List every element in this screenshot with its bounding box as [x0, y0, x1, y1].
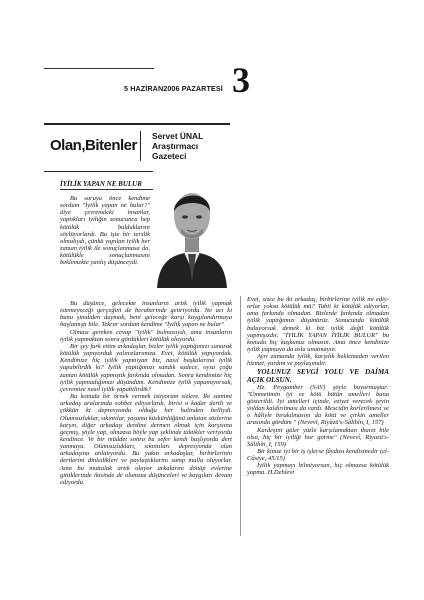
banner-divider — [140, 131, 141, 161]
page-header — [44, 60, 380, 100]
lead-paragraph: Bu soruyu önce kendime sordum "İyilik yapan ne bulur?" diye çevremdeki insanlar, yaptıkları iyiliğin sonucunca hep kötülük bulduklarını söylüyorlardı. Bu işte bir terslik olmalıydı, çünkü yapılan iyilik her zaman iyilik ile sonuçlanmasa da, kötülükle sonuçlanmasını beklemekte yanlış düşünceydi. — [60, 195, 150, 267]
article-lead — [60, 195, 150, 267]
header-rule — [44, 68, 154, 69]
body-paragraph: Bir kimse iyi bir iş işlerse fâydası kendisinedir (el-Câsiye, 45/15) — [247, 447, 389, 463]
body-paragraph: İyilik yapmayı bilmiyorsan, hiç olmazsa kötülük yapma. H.Dehlevi — [247, 462, 389, 477]
page-number: 3 — [232, 60, 250, 100]
article-body-left — [60, 300, 232, 486]
column-banner — [44, 123, 230, 172]
column-divider — [240, 296, 241, 536]
body-paragraph: Hz. Peygamber (SAV) şöyle buyurmuştur: "Ümmetimin iyi ve kötü bütün amelleri bana gösterildi. İyi amelleri içinde, eziyet verecek şeyin yoldan kaldırılması da vardı. Mescidin korlerilmesi ve o hâliyle bırakılmasını da kötü ve çirkin ameller arasında gördüm " (Nevevî, Riyâzü's-Sâlihîn, I, 157) — [247, 383, 389, 427]
article-subheading: YOLUNUZ SEVGİ YOLU VE DAİMA AÇIK OLSUN. — [247, 367, 389, 384]
author-title: Araştırmacı Gazeteci — [152, 141, 199, 161]
body-paragraph: Evet, sizce bu iki arkadaş, birbirlerine iyilik mi ediyorlar yoksa kötülük mü? Tabii ki kötülük ediyorlar, ama farkında olmadan. Bizlerde farkında olmadan iyilik yaptığımızı düşünürüz. Sonucunda kötülük buluyorsak demek ki biz iyilik değil kötülük yapmışızdır. "İYİLİK YAPAN İYİLİK BULUR" bu konuda hiç kuşkunuz olmasın. Ama önce kendinize iyilik yapmaya da asla unutmayın. — [247, 296, 389, 354]
body-paragraph: Ayrı zamanda iyilik, karşılık beklemeden verilen hizmet, yardım ve paylaşımdır. — [247, 353, 389, 368]
body-paragraph: Bir şey fark ettim arkadaşlar, bizler iyilik yaptığımızı sanarak kötülük yapıyorduk yalınızlarımıza. Evet, kötülük yapıyorduk. Kendimize hiç iyilik yapmıyan biz, nasıl başkalarına iyilik yapabilirdik ki? İyilik yaptığımızı sandık sadece, oysa çoğu zaman kötülük yapmıştık farkında olmadan. Sonra kendimize hiç iyilik yapmadığımızı düşündüm. Kendimize iyilik yapamıyorsak, çevremize nasıl iyilik yapabilirdik? — [60, 342, 232, 393]
author-photo — [153, 170, 231, 288]
column-name: Olan,Bitenler — [50, 137, 137, 154]
body-paragraph: Bu konuda bir örnek vermek istiyorum sizlere. İki samimi arkadaş aralarında sohbet ediyorlardı, birisi o kadar dertli ve çökkün ki depresyonda olduğu her halinden belliydi. Olumsuzluklar, sıkıntılar, yaşama küskünlüğünü anlatan sözlerine karşın, diğer arkadaşı derdine dermen olmak için karşısına geçmiş, şöyle yap, olmazsa böyle yap şeklinde taktikler veriyordu kendince. Ve bir müddet sonra bu sefer kendi başlıyordu dert yanmaya. Olumsuzlukları, sıkıntıları depresyonda olan arkadaşına anlatıyordu. Bu yakın arkadaşlar, birbirlerinin dertlerini dinledikleri ve paylaştıklarını samp malla oluyorlar. Ama bu muttalak artık olayor arkalarını dönüp evlerine gittiklerinde ikisinde de olumsuz düşünceleri ve kaygıları devam ediyordu. — [60, 393, 232, 486]
body-paragraph: Kardeşini güler yüzle karşılamaktan ibaret bile olsa, hiç bir iyiliği hor görme" (Nevevî, Riyazü's-Sâlihîn, I, 159) — [247, 426, 389, 448]
author-name: Servet ÜNAL — [152, 131, 204, 141]
author-byline — [152, 131, 230, 161]
issue-date: 5 HAZİRAN2006 PAZARTESİ — [124, 84, 223, 93]
article-body-right — [247, 296, 389, 477]
body-paragraph: Olması gereken cevap "iyilik" bulmasıydı, ama insanların iyilik yapmaktan sonra gördükleri kötülük oluyordu. — [60, 328, 232, 343]
body-paragraph: Bu düşünce, gelecekte insanların artık iyilik yapmak istemeyeceği gerçeğini de beraberinde getiriyordu. Ne acı ki bunu şimdiden duymak, beni geleceğe karşı kaygılandırmaya başlamıştı bile. Tekrar sordum kendime "İyilik yapan ne bulur" — [60, 300, 232, 329]
article-title: İYİLİK YAPAN NE BULUR — [60, 180, 142, 188]
